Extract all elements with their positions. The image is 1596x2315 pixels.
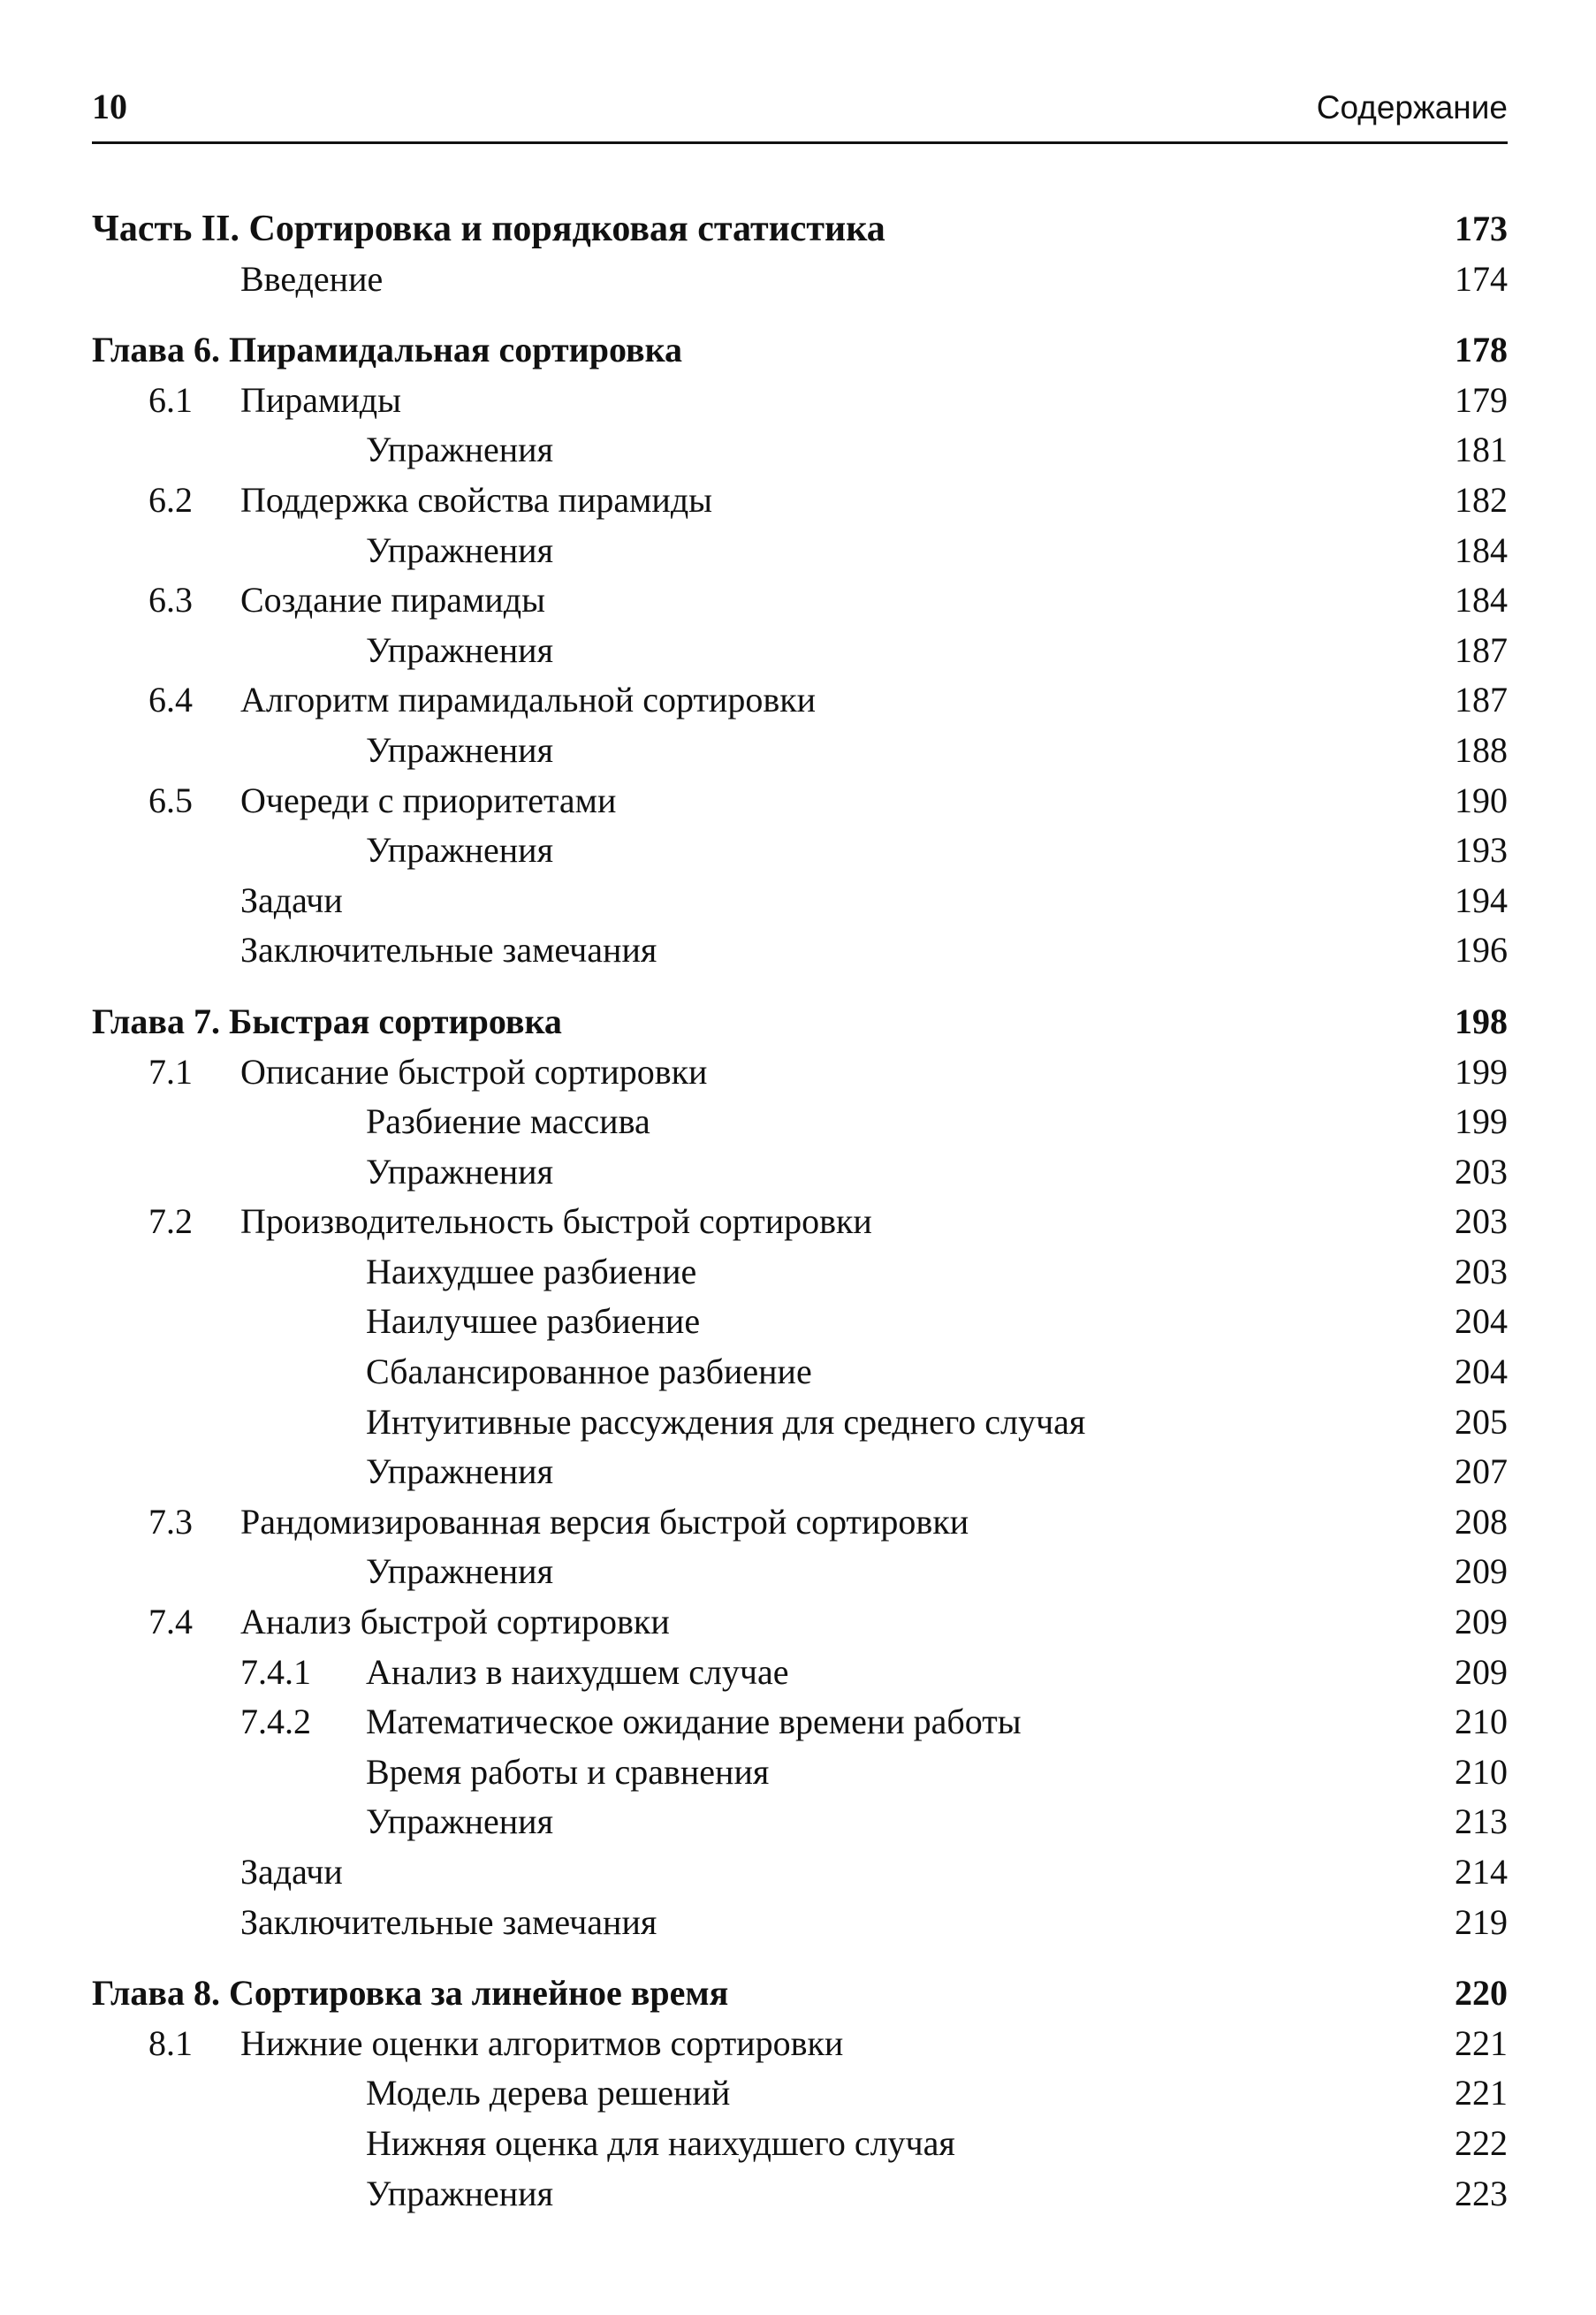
toc-entry-page: 214 xyxy=(1455,1852,1508,1892)
toc-entry-title: Алгоритм пирамидальной сортировки xyxy=(240,680,817,720)
toc-entry-page: 182 xyxy=(1455,479,1508,520)
toc-entry-title: Создание пирамиды xyxy=(240,580,545,621)
toc-entry-title: Введение xyxy=(240,258,384,299)
toc-entry-title: Упражнения xyxy=(366,1801,553,1842)
toc-entry-page: 199 xyxy=(1455,1051,1508,1092)
toc-entry-title: Производительность быстрой сортировки xyxy=(240,1201,872,1242)
toc-entry-title: Рандомизированная версия быстрой сортировки xyxy=(240,1501,969,1542)
toc-section[interactable] xyxy=(92,1597,1508,1648)
toc-entry-page: 203 xyxy=(1455,1201,1508,1242)
toc-entry-title: Задачи xyxy=(240,880,343,920)
toc-entry-page: 204 xyxy=(1455,1301,1508,1342)
toc-subsection[interactable] xyxy=(92,1648,1508,1698)
toc-chapter-heading[interactable] xyxy=(92,997,1508,1047)
toc-entry-page: 205 xyxy=(1455,1401,1508,1442)
toc-entry-title: Анализ в наихудшем случае xyxy=(366,1651,789,1692)
toc-entry-number: 7.3 xyxy=(148,1501,193,1542)
toc-entry-title: Упражнения xyxy=(366,729,553,770)
toc-chapter-7 xyxy=(92,997,1508,1947)
toc-entry-title: Упражнения xyxy=(366,529,553,570)
toc-section[interactable] xyxy=(92,1847,1508,1898)
toc-entry-number: 7.2 xyxy=(148,1201,193,1242)
toc-section[interactable] xyxy=(92,675,1508,726)
toc-entry-title: Сбалансированное разбиение xyxy=(366,1352,812,1392)
toc-entry-title: Упражнения xyxy=(366,629,553,670)
toc-entry-number: 8.1 xyxy=(148,2022,193,2063)
toc-entry-title: Заключительные замечания xyxy=(240,1901,657,1942)
toc-entry-page: 184 xyxy=(1455,580,1508,621)
toc-entry-page: 187 xyxy=(1455,629,1508,670)
toc-entry-title: Глава 7. Быстрая сортировка xyxy=(92,1001,562,1041)
toc-subsection[interactable] xyxy=(92,1697,1508,1748)
toc-entry-page: 219 xyxy=(1455,1901,1508,1942)
toc-entry-title: Математическое ожидание времени работы xyxy=(366,1702,1022,1742)
toc-subentry[interactable] xyxy=(92,1397,1508,1448)
toc-entry-page: 199 xyxy=(1455,1101,1508,1142)
toc-entry-page: 221 xyxy=(1455,2073,1508,2113)
toc-entry-title: Глава 8. Сортировка за линейное время xyxy=(92,1973,729,2014)
toc-entry-page: 188 xyxy=(1455,729,1508,770)
toc-subentry[interactable] xyxy=(92,1347,1508,1397)
toc-entry-title: Задачи xyxy=(240,1852,343,1892)
toc-section[interactable] xyxy=(92,1197,1508,1247)
toc-section[interactable] xyxy=(92,376,1508,426)
toc-entry-page: 213 xyxy=(1455,1801,1508,1842)
toc-subentry[interactable] xyxy=(92,1097,1508,1147)
toc-subentry[interactable] xyxy=(92,1147,1508,1198)
toc-entry-page: 209 xyxy=(1455,1602,1508,1642)
toc-entry-page: 181 xyxy=(1455,430,1508,470)
toc-entry-page: 178 xyxy=(1455,330,1508,370)
toc-section[interactable] xyxy=(92,876,1508,926)
toc-entry-title: Описание быстрой сортировки xyxy=(240,1051,708,1092)
toc-entry-page: 208 xyxy=(1455,1501,1508,1542)
toc-subentry[interactable] xyxy=(92,826,1508,876)
toc-entry-title: Очереди с приоритетами xyxy=(240,780,617,820)
toc-entry-page: 210 xyxy=(1455,1751,1508,1792)
section-title: Содержание xyxy=(1316,89,1508,126)
page-number: 10 xyxy=(92,87,127,126)
toc-section[interactable] xyxy=(92,575,1508,626)
toc-section[interactable] xyxy=(92,1898,1508,1948)
toc-entry-page: 193 xyxy=(1455,830,1508,871)
toc-entry-page: 198 xyxy=(1455,1001,1508,1041)
toc-entry-page: 222 xyxy=(1455,2122,1508,2163)
toc-entry-title: Поддержка свойства пирамиды xyxy=(240,479,713,520)
toc-entry-page: 207 xyxy=(1455,1451,1508,1492)
toc-entry-title: Наилучшее разбиение xyxy=(366,1301,701,1342)
toc-entry-page: 203 xyxy=(1455,1151,1508,1192)
toc-entry-page: 209 xyxy=(1455,1551,1508,1592)
toc-entry-page: 174 xyxy=(1455,258,1508,299)
toc-entry-number: 7.4 xyxy=(148,1602,193,1642)
toc-entry-page: 210 xyxy=(1455,1702,1508,1742)
toc-subentry[interactable] xyxy=(92,626,1508,676)
toc-entry-number: 6.3 xyxy=(148,580,193,621)
toc-entry-title: Модель дерева решений xyxy=(366,2073,731,2113)
toc-entry-title: Упражнения xyxy=(366,1551,553,1592)
toc-chapter-6 xyxy=(92,325,1508,976)
toc-entry-page: 196 xyxy=(1455,930,1508,971)
toc-entry-title: Часть II. Сортировка и порядковая статистика xyxy=(92,209,885,249)
toc-subentry[interactable] xyxy=(92,1547,1508,1597)
toc-entry-page: 223 xyxy=(1455,2173,1508,2213)
toc-subentry[interactable] xyxy=(92,1748,1508,1798)
toc-section[interactable] xyxy=(92,925,1508,976)
toc-entry-number: 6.5 xyxy=(148,780,193,820)
toc-entry-page: 220 xyxy=(1455,1973,1508,2014)
toc-entry-page: 221 xyxy=(1455,2022,1508,2063)
toc-entry-title: Нижняя оценка для наихудшего случая xyxy=(366,2122,955,2163)
toc-entry-title: Глава 6. Пирамидальная сортировка xyxy=(92,330,683,370)
toc-entry-page: 173 xyxy=(1455,209,1508,248)
toc-subentry[interactable] xyxy=(92,2169,1508,2220)
toc-entry-page: 184 xyxy=(1455,529,1508,570)
toc-subentry[interactable] xyxy=(92,1247,1508,1298)
toc-section[interactable] xyxy=(92,476,1508,526)
toc-entry-title: Упражнения xyxy=(366,830,553,871)
toc-entry[interactable] xyxy=(92,255,1508,305)
toc-entry-number: 6.4 xyxy=(148,680,193,720)
toc-subentry[interactable] xyxy=(92,1447,1508,1497)
toc-entry-number: 7.4.2 xyxy=(240,1702,311,1742)
toc-subentry[interactable] xyxy=(92,726,1508,776)
running-head xyxy=(92,80,1508,144)
toc-entry-number: 6.1 xyxy=(148,379,193,420)
toc-entry-number: 6.2 xyxy=(148,479,193,520)
toc-part-heading[interactable] xyxy=(92,204,1508,255)
toc-entry-page: 204 xyxy=(1455,1352,1508,1392)
toc-chapter-8 xyxy=(92,1969,1508,2219)
toc-entry-page: 187 xyxy=(1455,680,1508,720)
toc-entry-title: Интуитивные рассуждения для среднего случая xyxy=(366,1401,1086,1442)
toc-entry-title: Наихудшее разбиение xyxy=(366,1251,697,1291)
toc-entry-page: 203 xyxy=(1455,1251,1508,1291)
toc-entry-page: 179 xyxy=(1455,379,1508,420)
toc-subentry[interactable] xyxy=(92,1797,1508,1847)
toc-entry-title: Нижние оценки алгоритмов сортировки xyxy=(240,2022,844,2063)
toc-part-2 xyxy=(92,204,1508,304)
toc-entry-title: Заключительные замечания xyxy=(240,930,657,971)
toc-entry-title: Пирамиды xyxy=(240,379,401,420)
toc-subentry[interactable] xyxy=(92,425,1508,476)
toc-entry-title: Упражнения xyxy=(366,430,553,470)
toc-entry-page: 190 xyxy=(1455,780,1508,820)
toc-entry-title: Упражнения xyxy=(366,1151,553,1192)
toc-entry-page: 194 xyxy=(1455,880,1508,920)
toc-entry-page: 209 xyxy=(1455,1651,1508,1692)
toc-subentry[interactable] xyxy=(92,2119,1508,2169)
toc-entry-title: Разбиение массива xyxy=(366,1101,650,1142)
toc-section[interactable] xyxy=(92,776,1508,826)
toc-entry-number: 7.1 xyxy=(148,1051,193,1092)
toc-entry-title: Анализ быстрой сортировки xyxy=(240,1602,670,1642)
toc-entry-number: 7.4.1 xyxy=(240,1651,311,1692)
toc-chapter-heading[interactable] xyxy=(92,1969,1508,2019)
toc-entry-title: Упражнения xyxy=(366,1451,553,1492)
toc-subentry[interactable] xyxy=(92,526,1508,576)
toc-chapter-heading[interactable] xyxy=(92,325,1508,376)
toc-section[interactable] xyxy=(92,2019,1508,2069)
toc-section[interactable] xyxy=(92,1047,1508,1098)
toc-subentry[interactable] xyxy=(92,2068,1508,2119)
toc-subentry[interactable] xyxy=(92,1297,1508,1347)
toc-entry-title: Упражнения xyxy=(366,2173,553,2213)
toc-entry-title: Время работы и сравнения xyxy=(366,1751,770,1792)
book-page xyxy=(92,80,1508,2236)
toc-section[interactable] xyxy=(92,1497,1508,1548)
table-of-contents xyxy=(92,204,1508,2219)
